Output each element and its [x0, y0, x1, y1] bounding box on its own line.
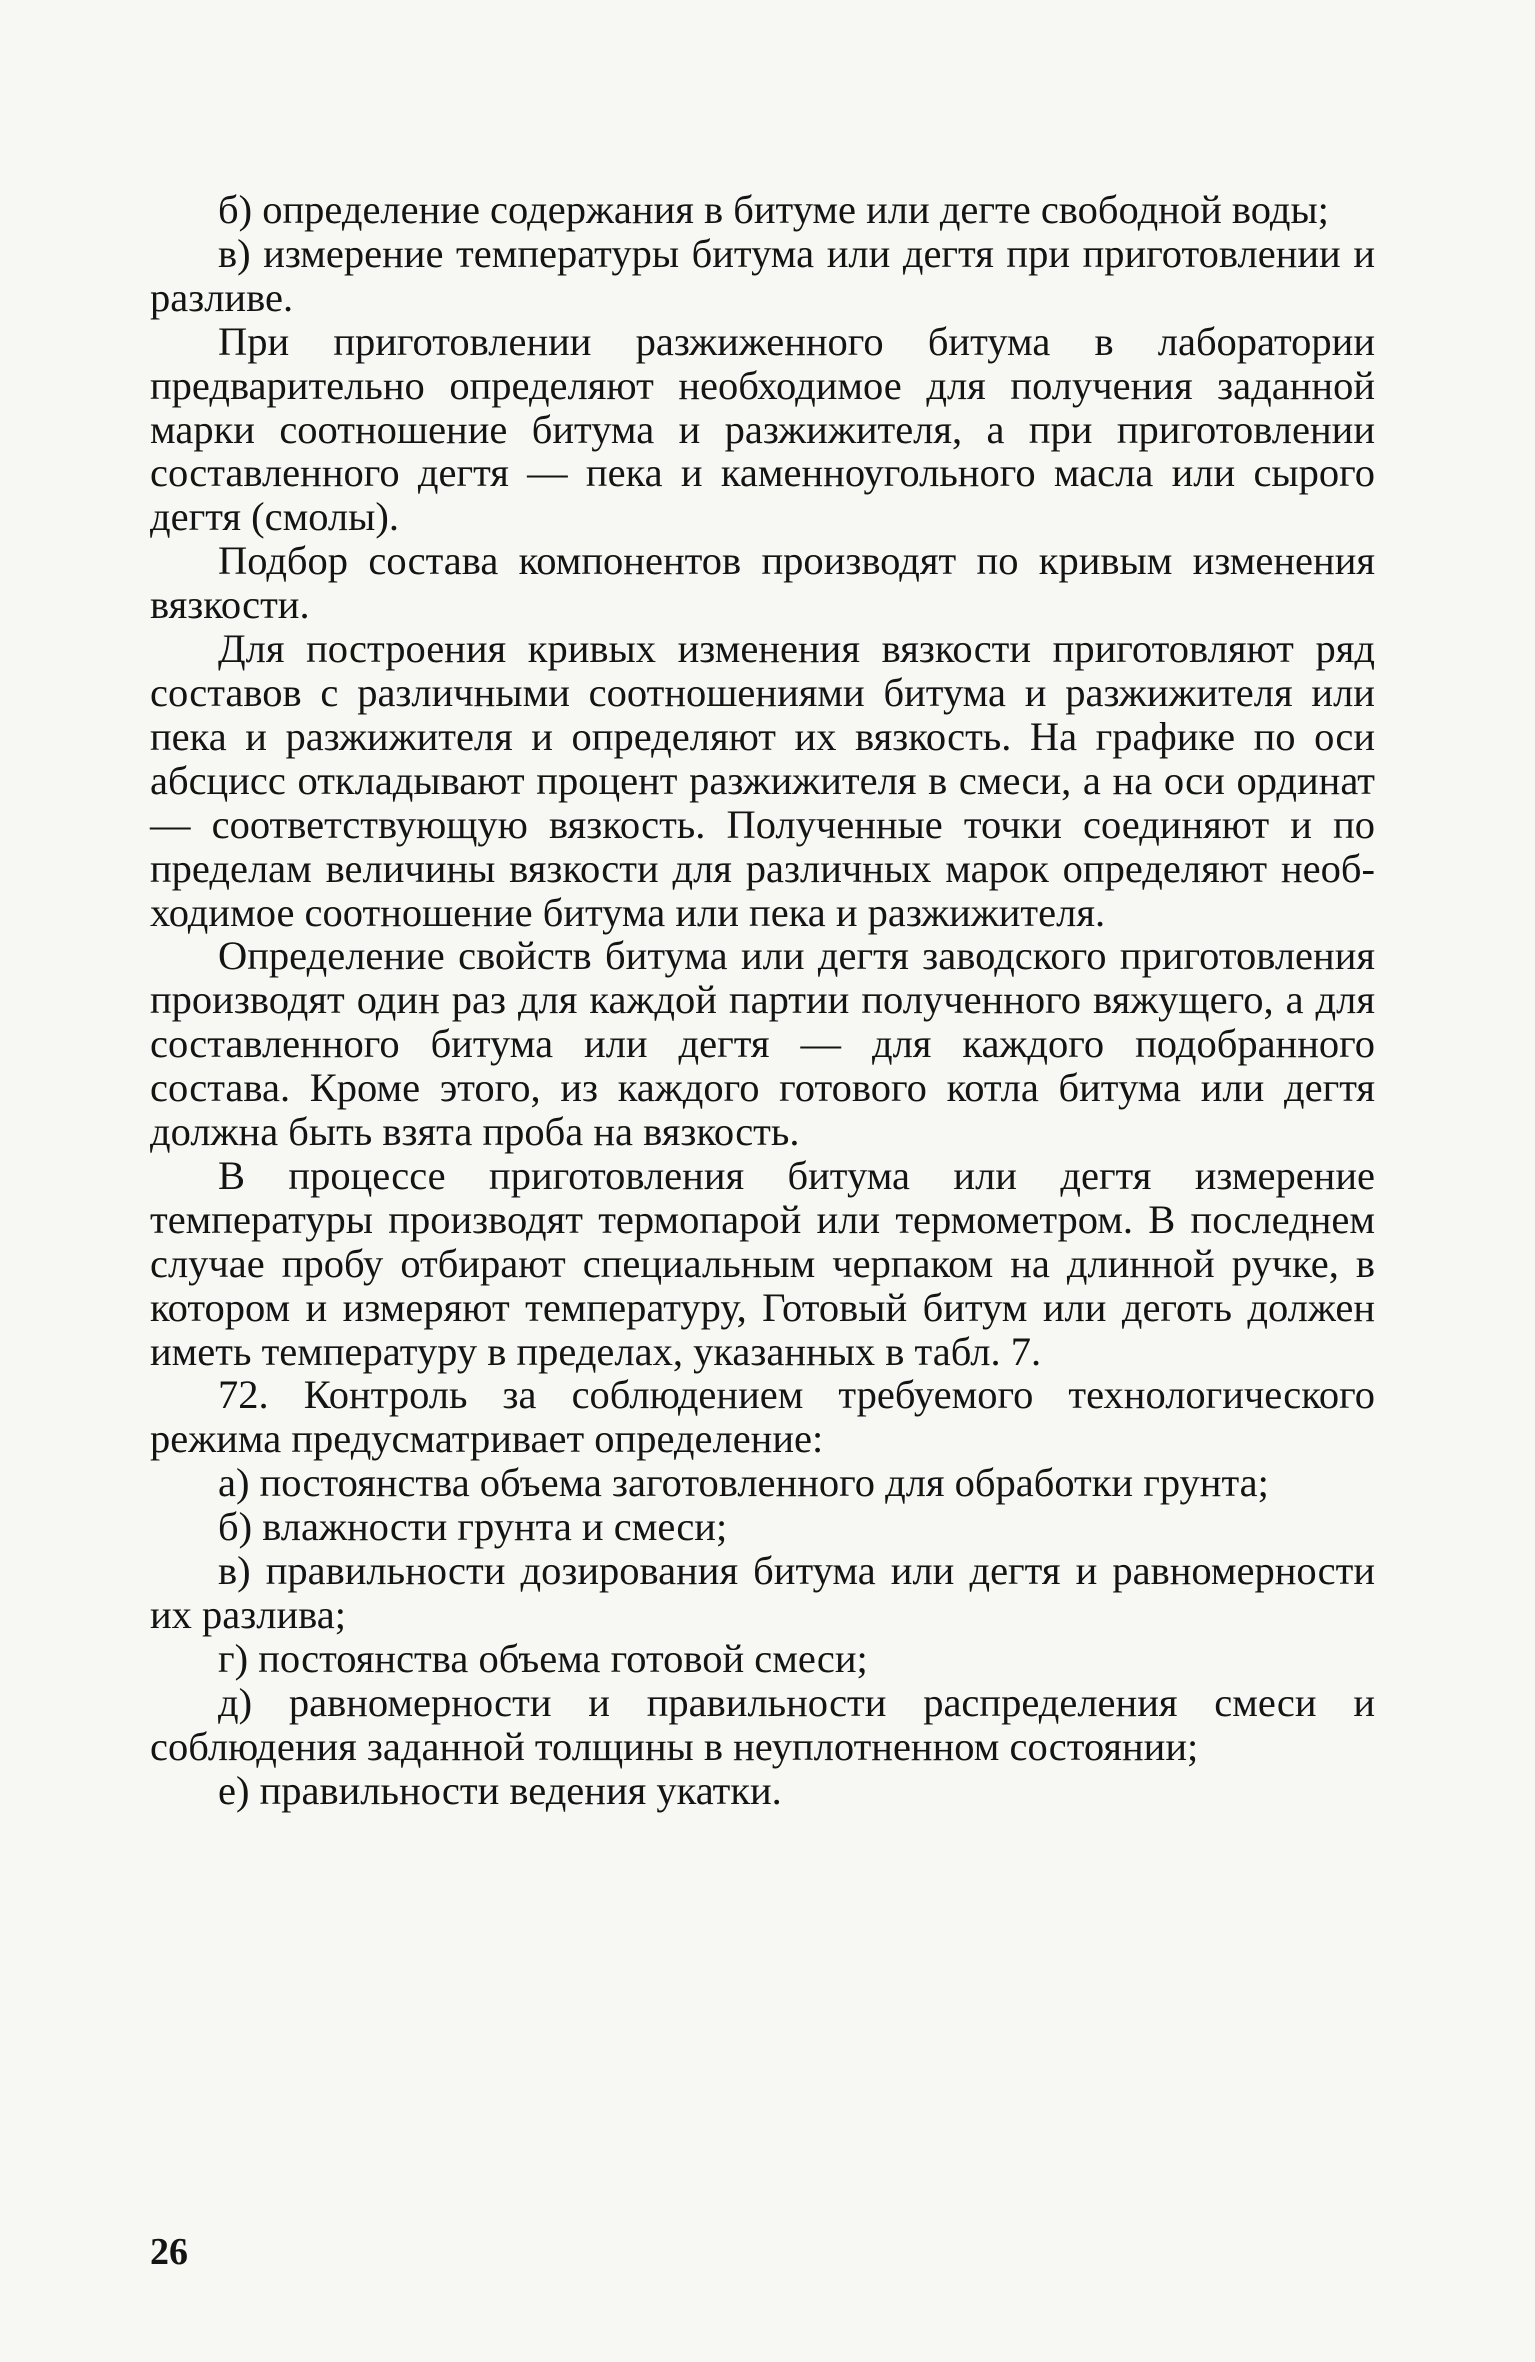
paragraph-viscosity-curves: Для построения кривых изменения вязкости приготовляют ряд составов с различными соотношениями битума и разжижителя или пека и разжижителя и определяют их вязкость. На графике по оси абсцисс откладывают процент разжижителя в смеси, а на оси ординат — соответствующую вязкость. Полученные точки соединяют и по пределам величины вязкости для различных марок определяют необходимое соотношение битума или пека и разжижителя.: [150, 626, 1375, 935]
paragraph-v-temperature: в) измерение температуры битума или дегтя при приготовлении и разливе.: [150, 230, 1375, 320]
list-item-e: е) правильности ведения укатки.: [218, 1767, 782, 1813]
paragraph-factory-properties: Определение свойств битума или дегтя заводского приготовления производят один раз для каждой партии полученного вяжущего, а для составленного битума или дегтя — для каждого подобранного состава. Кроме этого, из каждого готового котла битума или дегтя должна быть взята проба на вязкость.: [150, 933, 1375, 1155]
list-item-b: б) влажности грунта и смеси;: [218, 1504, 728, 1550]
list-item-v: в) правильности дозирования битума или дегтя и равномерности их разлива;: [150, 1548, 1375, 1637]
list-item-d: д) равномерности и правильности распределения смеси и соблюдения заданной толщины в неуплотненном состоянии;: [150, 1679, 1375, 1769]
list-item-a: а) постоянства объема заготовленного для обработки грунта;: [218, 1460, 1269, 1506]
paragraph-component-selection: Подбор состава компонентов производят по кривым изменения вязкости.: [150, 538, 1375, 628]
paragraph-72-control: 72. Контроль за соблюдением требуемого технологического режима предусматривает определение:: [150, 1372, 1375, 1462]
page-number: 26: [150, 2231, 188, 2273]
paragraph-lab-preparation: При приготовлении разжиженного битума в лаборатории предварительно определяют необходимое для получения заданной марки соотношение битума и разжижителя, а при приготовлении составленного дегтя — пека и каменноугольного масла или сырого дегтя (смолы).: [150, 318, 1375, 540]
list-item-g: г) постоянства объема готовой смеси;: [218, 1635, 868, 1681]
document-page: [150, 188, 1375, 1813]
paragraph-b-free-water: б) определение содержания в битуме или дегте свободной воды;: [218, 187, 1329, 232]
paragraph-temperature-measurement: В процессе приготовления битума или дегтя измерение температуры производят термопарой или термометром. В последнем случае пробу отбирают специальным черпаком на длинной ручке, в котором и измеряют температуру, Готовый битум или деготь должен иметь температуру в пределах, указанных в табл. 7.: [150, 1152, 1375, 1374]
